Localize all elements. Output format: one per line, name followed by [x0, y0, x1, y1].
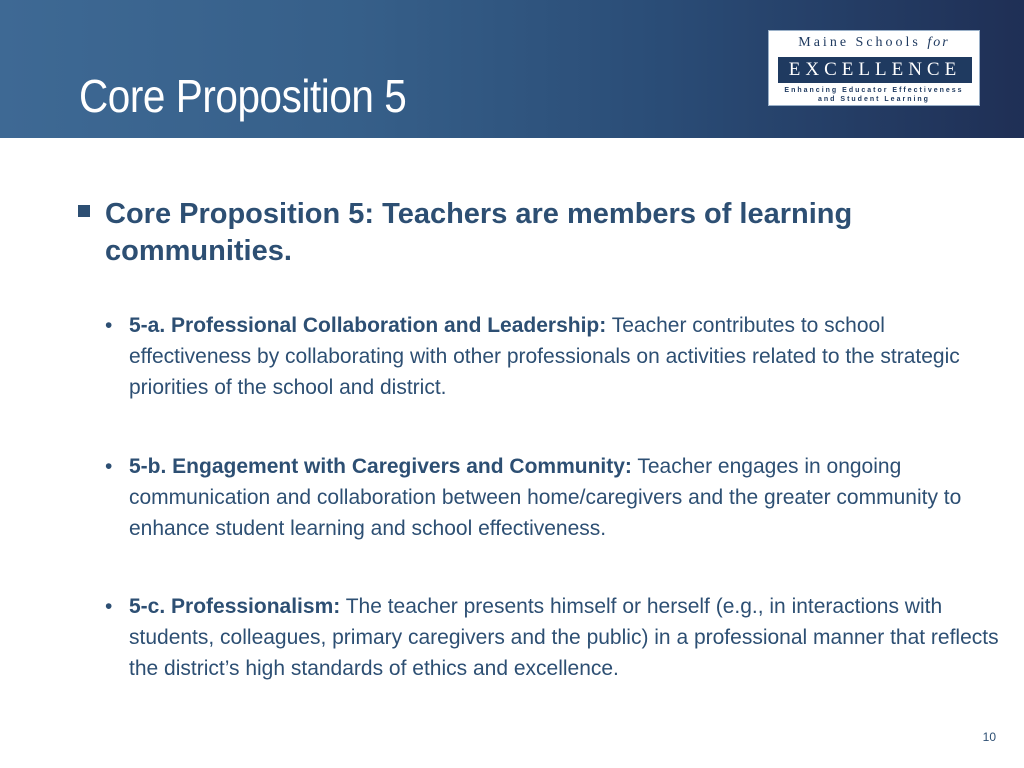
main-bullet-text: Core Proposition 5: Teachers are members of learning communities.: [105, 198, 853, 267]
logo-tagline-2: and Student Learning: [818, 96, 930, 103]
sub-bullet-text: The teacher presents himself or herself (e.g., in interactions with students, colleagues, primary caregivers and the public) in a professional manner that reflects the district’s high standards of ethics and excellence.: [129, 595, 999, 680]
sub-bullet-5a: [105, 310, 1000, 403]
header-banner: [0, 0, 1024, 138]
maine-schools-logo: [768, 30, 980, 106]
page-number: 10: [982, 730, 996, 744]
logo-band: EXCELLENCE: [778, 57, 972, 83]
sub-bullet-heading: 5-c. Professionalism:: [129, 595, 341, 618]
bullet-dot-icon: •: [105, 314, 113, 337]
square-bullet-icon: [78, 205, 90, 217]
sub-bullet-text: Teacher engages in ongoing communication and collaboration between home/caregivers and the greater community to enhance student learning and school effectiveness.: [129, 455, 962, 540]
slide-title: Core Proposition 5: [79, 70, 407, 122]
sub-bullet-heading: 5-a. Professional Collaboration and Leadership:: [129, 314, 607, 337]
logo-line1: Maine Schools for: [798, 35, 950, 50]
bullet-dot-icon: •: [105, 595, 113, 618]
logo-tagline-1: Enhancing Educator Effectiveness: [784, 87, 964, 94]
sub-bullet-5b: [105, 451, 1000, 544]
bullet-dot-icon: •: [105, 455, 113, 478]
sub-bullet-heading: 5-b. Engagement with Caregivers and Community:: [129, 455, 632, 478]
sub-bullet-5c: [105, 591, 1000, 684]
sub-bullet-text: Teacher contributes to school effectiveness by collaborating with other professionals on activities related to the strategic priorities of the school and district.: [129, 314, 960, 399]
main-bullet: [78, 196, 998, 270]
